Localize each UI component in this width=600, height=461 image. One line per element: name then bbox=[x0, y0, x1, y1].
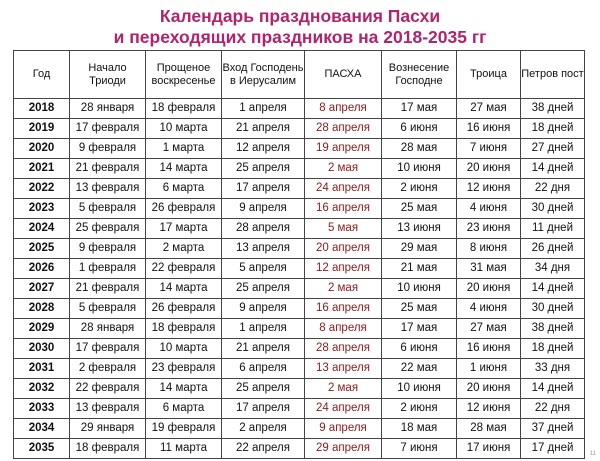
header-triodion-start: Начало Триоди bbox=[70, 51, 146, 99]
table-row bbox=[14, 139, 585, 159]
header-trinity: Троица bbox=[457, 51, 521, 99]
cell-trinity: 8 июня bbox=[457, 239, 521, 259]
cell-forgiveness-sunday: 18 февраля bbox=[146, 319, 222, 339]
cell-ascension: 10 июня bbox=[382, 379, 457, 399]
table-row bbox=[14, 419, 585, 439]
cell-forgiveness-sunday: 14 марта bbox=[146, 279, 222, 299]
cell-triodion-start: 17 февраля bbox=[70, 119, 146, 139]
cell-easter: 24 апреля bbox=[305, 399, 382, 419]
cell-apostles-fast: 22 дня bbox=[521, 179, 585, 199]
table-row bbox=[14, 439, 585, 459]
cell-apostles-fast: 22 дня bbox=[521, 399, 585, 419]
cell-ascension: 6 июня bbox=[382, 119, 457, 139]
cell-year: 2031 bbox=[14, 359, 70, 379]
table-row bbox=[14, 399, 585, 419]
cell-easter: 12 апреля bbox=[305, 259, 382, 279]
cell-palm-sunday: 2 апреля bbox=[222, 419, 305, 439]
cell-year: 2019 bbox=[14, 119, 70, 139]
cell-year: 2035 bbox=[14, 439, 70, 459]
table-row bbox=[14, 339, 585, 359]
cell-palm-sunday: 25 апреля bbox=[222, 379, 305, 399]
cell-ascension: 6 июня bbox=[382, 339, 457, 359]
cell-triodion-start: 17 февраля bbox=[70, 339, 146, 359]
cell-ascension: 18 мая bbox=[382, 419, 457, 439]
cell-forgiveness-sunday: 17 марта bbox=[146, 219, 222, 239]
cell-triodion-start: 18 февраля bbox=[70, 439, 146, 459]
cell-triodion-start: 5 февраля bbox=[70, 199, 146, 219]
cell-triodion-start: 21 февраля bbox=[70, 159, 146, 179]
title-line-2: и переходящих праздников на 2018-2035 гг bbox=[113, 27, 487, 47]
cell-forgiveness-sunday: 10 марта bbox=[146, 339, 222, 359]
cell-forgiveness-sunday: 26 февраля bbox=[146, 299, 222, 319]
table-row bbox=[14, 119, 585, 139]
header-forgiveness-sunday: Прощеное воскресенье bbox=[146, 51, 222, 99]
cell-palm-sunday: 28 апреля bbox=[222, 219, 305, 239]
table-row bbox=[14, 319, 585, 339]
cell-palm-sunday: 9 апреля bbox=[222, 199, 305, 219]
header-ascension: Вознесение Господне bbox=[382, 51, 457, 99]
cell-apostles-fast: 33 дня bbox=[521, 359, 585, 379]
cell-forgiveness-sunday: 1 марта bbox=[146, 139, 222, 159]
cell-trinity: 27 мая bbox=[457, 99, 521, 119]
header-easter: ПАСХА bbox=[305, 51, 382, 99]
cell-easter: 5 мая bbox=[305, 219, 382, 239]
cell-trinity: 4 июня bbox=[457, 199, 521, 219]
cell-forgiveness-sunday: 23 февраля bbox=[146, 359, 222, 379]
cell-ascension: 22 мая bbox=[382, 359, 457, 379]
cell-trinity: 20 июня bbox=[457, 379, 521, 399]
table-row bbox=[14, 239, 585, 259]
cell-triodion-start: 13 февраля bbox=[70, 179, 146, 199]
cell-forgiveness-sunday: 14 марта bbox=[146, 159, 222, 179]
cell-palm-sunday: 13 апреля bbox=[222, 239, 305, 259]
cell-palm-sunday: 21 апреля bbox=[222, 339, 305, 359]
easter-calendar-table bbox=[13, 50, 585, 459]
cell-apostles-fast: 38 дней bbox=[521, 99, 585, 119]
table-row bbox=[14, 299, 585, 319]
cell-palm-sunday: 17 апреля bbox=[222, 399, 305, 419]
cell-palm-sunday: 1 апреля bbox=[222, 319, 305, 339]
cell-forgiveness-sunday: 11 марта bbox=[146, 439, 222, 459]
cell-triodion-start: 13 февраля bbox=[70, 399, 146, 419]
page-title bbox=[0, 6, 600, 48]
cell-trinity: 17 июня bbox=[457, 439, 521, 459]
cell-ascension: 7 июня bbox=[382, 439, 457, 459]
cell-forgiveness-sunday: 22 февраля bbox=[146, 259, 222, 279]
table-row bbox=[14, 199, 585, 219]
cell-year: 2021 bbox=[14, 159, 70, 179]
cell-triodion-start: 28 января bbox=[70, 319, 146, 339]
cell-easter: 29 апреля bbox=[305, 439, 382, 459]
cell-year: 2030 bbox=[14, 339, 70, 359]
cell-ascension: 21 мая bbox=[382, 259, 457, 279]
cell-triodion-start: 9 февраля bbox=[70, 139, 146, 159]
cell-ascension: 10 июня bbox=[382, 279, 457, 299]
cell-trinity: 20 июня bbox=[457, 159, 521, 179]
cell-ascension: 10 июня bbox=[382, 159, 457, 179]
cell-year: 2028 bbox=[14, 299, 70, 319]
cell-triodion-start: 21 февраля bbox=[70, 279, 146, 299]
header-palm-sunday: Вход Господень в Иерусалим bbox=[222, 51, 305, 99]
cell-year: 2018 bbox=[14, 99, 70, 119]
cell-trinity: 12 июня bbox=[457, 399, 521, 419]
table-row bbox=[14, 99, 585, 119]
cell-apostles-fast: 17 дней bbox=[521, 439, 585, 459]
cell-palm-sunday: 12 апреля bbox=[222, 139, 305, 159]
cell-palm-sunday: 21 апреля bbox=[222, 119, 305, 139]
cell-apostles-fast: 11 дней bbox=[521, 219, 585, 239]
cell-forgiveness-sunday: 6 марта bbox=[146, 179, 222, 199]
cell-apostles-fast: 14 дней bbox=[521, 279, 585, 299]
cell-palm-sunday: 5 апреля bbox=[222, 259, 305, 279]
corner-mark: 11 bbox=[589, 451, 596, 457]
cell-triodion-start: 9 февраля bbox=[70, 239, 146, 259]
cell-year: 2022 bbox=[14, 179, 70, 199]
header-year: Год bbox=[14, 51, 70, 99]
cell-palm-sunday: 25 апреля bbox=[222, 159, 305, 179]
cell-triodion-start: 22 февраля bbox=[70, 379, 146, 399]
cell-easter: 28 апреля bbox=[305, 119, 382, 139]
cell-apostles-fast: 14 дней bbox=[521, 379, 585, 399]
cell-easter: 2 мая bbox=[305, 379, 382, 399]
cell-trinity: 20 июня bbox=[457, 279, 521, 299]
cell-ascension: 25 мая bbox=[382, 199, 457, 219]
cell-ascension: 17 мая bbox=[382, 99, 457, 119]
cell-ascension: 25 мая bbox=[382, 299, 457, 319]
cell-ascension: 28 мая bbox=[382, 139, 457, 159]
cell-year: 2026 bbox=[14, 259, 70, 279]
cell-palm-sunday: 17 апреля bbox=[222, 179, 305, 199]
cell-year: 2020 bbox=[14, 139, 70, 159]
cell-ascension: 29 мая bbox=[382, 239, 457, 259]
cell-forgiveness-sunday: 2 марта bbox=[146, 239, 222, 259]
cell-year: 2027 bbox=[14, 279, 70, 299]
cell-triodion-start: 2 февраля bbox=[70, 359, 146, 379]
table-row bbox=[14, 159, 585, 179]
cell-palm-sunday: 6 апреля bbox=[222, 359, 305, 379]
cell-apostles-fast: 38 дней bbox=[521, 319, 585, 339]
table-row bbox=[14, 359, 585, 379]
cell-apostles-fast: 26 дней bbox=[521, 239, 585, 259]
table-header-row bbox=[14, 51, 585, 99]
cell-easter: 8 апреля bbox=[305, 99, 382, 119]
cell-apostles-fast: 37 дней bbox=[521, 419, 585, 439]
cell-year: 2029 bbox=[14, 319, 70, 339]
cell-apostles-fast: 14 дней bbox=[521, 159, 585, 179]
cell-palm-sunday: 9 апреля bbox=[222, 299, 305, 319]
cell-palm-sunday: 1 апреля bbox=[222, 99, 305, 119]
cell-palm-sunday: 22 апреля bbox=[222, 439, 305, 459]
cell-year: 2033 bbox=[14, 399, 70, 419]
cell-trinity: 4 июня bbox=[457, 299, 521, 319]
cell-triodion-start: 5 февраля bbox=[70, 299, 146, 319]
cell-easter: 16 апреля bbox=[305, 199, 382, 219]
cell-easter: 2 мая bbox=[305, 159, 382, 179]
cell-forgiveness-sunday: 26 февраля bbox=[146, 199, 222, 219]
cell-ascension: 2 июня bbox=[382, 399, 457, 419]
cell-ascension: 13 июня bbox=[382, 219, 457, 239]
cell-trinity: 16 июня bbox=[457, 119, 521, 139]
cell-forgiveness-sunday: 6 марта bbox=[146, 399, 222, 419]
cell-trinity: 16 июня bbox=[457, 339, 521, 359]
cell-easter: 2 мая bbox=[305, 279, 382, 299]
cell-palm-sunday: 25 апреля bbox=[222, 279, 305, 299]
cell-year: 2023 bbox=[14, 199, 70, 219]
cell-apostles-fast: 30 дней bbox=[521, 199, 585, 219]
cell-trinity: 31 мая bbox=[457, 259, 521, 279]
cell-easter: 24 апреля bbox=[305, 179, 382, 199]
cell-apostles-fast: 30 дней bbox=[521, 299, 585, 319]
cell-easter: 28 апреля bbox=[305, 339, 382, 359]
cell-trinity: 23 июня bbox=[457, 219, 521, 239]
cell-ascension: 17 мая bbox=[382, 319, 457, 339]
table-body bbox=[14, 99, 585, 459]
cell-trinity: 1 июня bbox=[457, 359, 521, 379]
cell-easter: 9 апреля bbox=[305, 419, 382, 439]
cell-forgiveness-sunday: 19 февраля bbox=[146, 419, 222, 439]
cell-trinity: 28 мая bbox=[457, 419, 521, 439]
table-row bbox=[14, 179, 585, 199]
cell-easter: 16 апреля bbox=[305, 299, 382, 319]
cell-forgiveness-sunday: 18 февраля bbox=[146, 99, 222, 119]
cell-trinity: 12 июня bbox=[457, 179, 521, 199]
cell-apostles-fast: 18 дней bbox=[521, 119, 585, 139]
cell-year: 2024 bbox=[14, 219, 70, 239]
cell-triodion-start: 25 февраля bbox=[70, 219, 146, 239]
table-row bbox=[14, 259, 585, 279]
cell-year: 2034 bbox=[14, 419, 70, 439]
table-row bbox=[14, 219, 585, 239]
cell-year: 2025 bbox=[14, 239, 70, 259]
cell-year: 2032 bbox=[14, 379, 70, 399]
table-row bbox=[14, 279, 585, 299]
cell-trinity: 27 мая bbox=[457, 319, 521, 339]
cell-apostles-fast: 27 дней bbox=[521, 139, 585, 159]
cell-trinity: 7 июня bbox=[457, 139, 521, 159]
cell-easter: 19 апреля bbox=[305, 139, 382, 159]
cell-ascension: 2 июня bbox=[382, 179, 457, 199]
header-apostles-fast: Петров пост bbox=[521, 51, 585, 99]
cell-apostles-fast: 34 дня bbox=[521, 259, 585, 279]
cell-forgiveness-sunday: 14 марта bbox=[146, 379, 222, 399]
cell-easter: 8 апреля bbox=[305, 319, 382, 339]
cell-triodion-start: 28 января bbox=[70, 99, 146, 119]
table-row bbox=[14, 379, 585, 399]
cell-triodion-start: 29 января bbox=[70, 419, 146, 439]
cell-forgiveness-sunday: 10 марта bbox=[146, 119, 222, 139]
cell-easter: 20 апреля bbox=[305, 239, 382, 259]
cell-easter: 13 апреля bbox=[305, 359, 382, 379]
cell-triodion-start: 1 февраля bbox=[70, 259, 146, 279]
cell-apostles-fast: 18 дней bbox=[521, 339, 585, 359]
title-line-1: Календарь празднования Пасхи bbox=[159, 6, 441, 26]
